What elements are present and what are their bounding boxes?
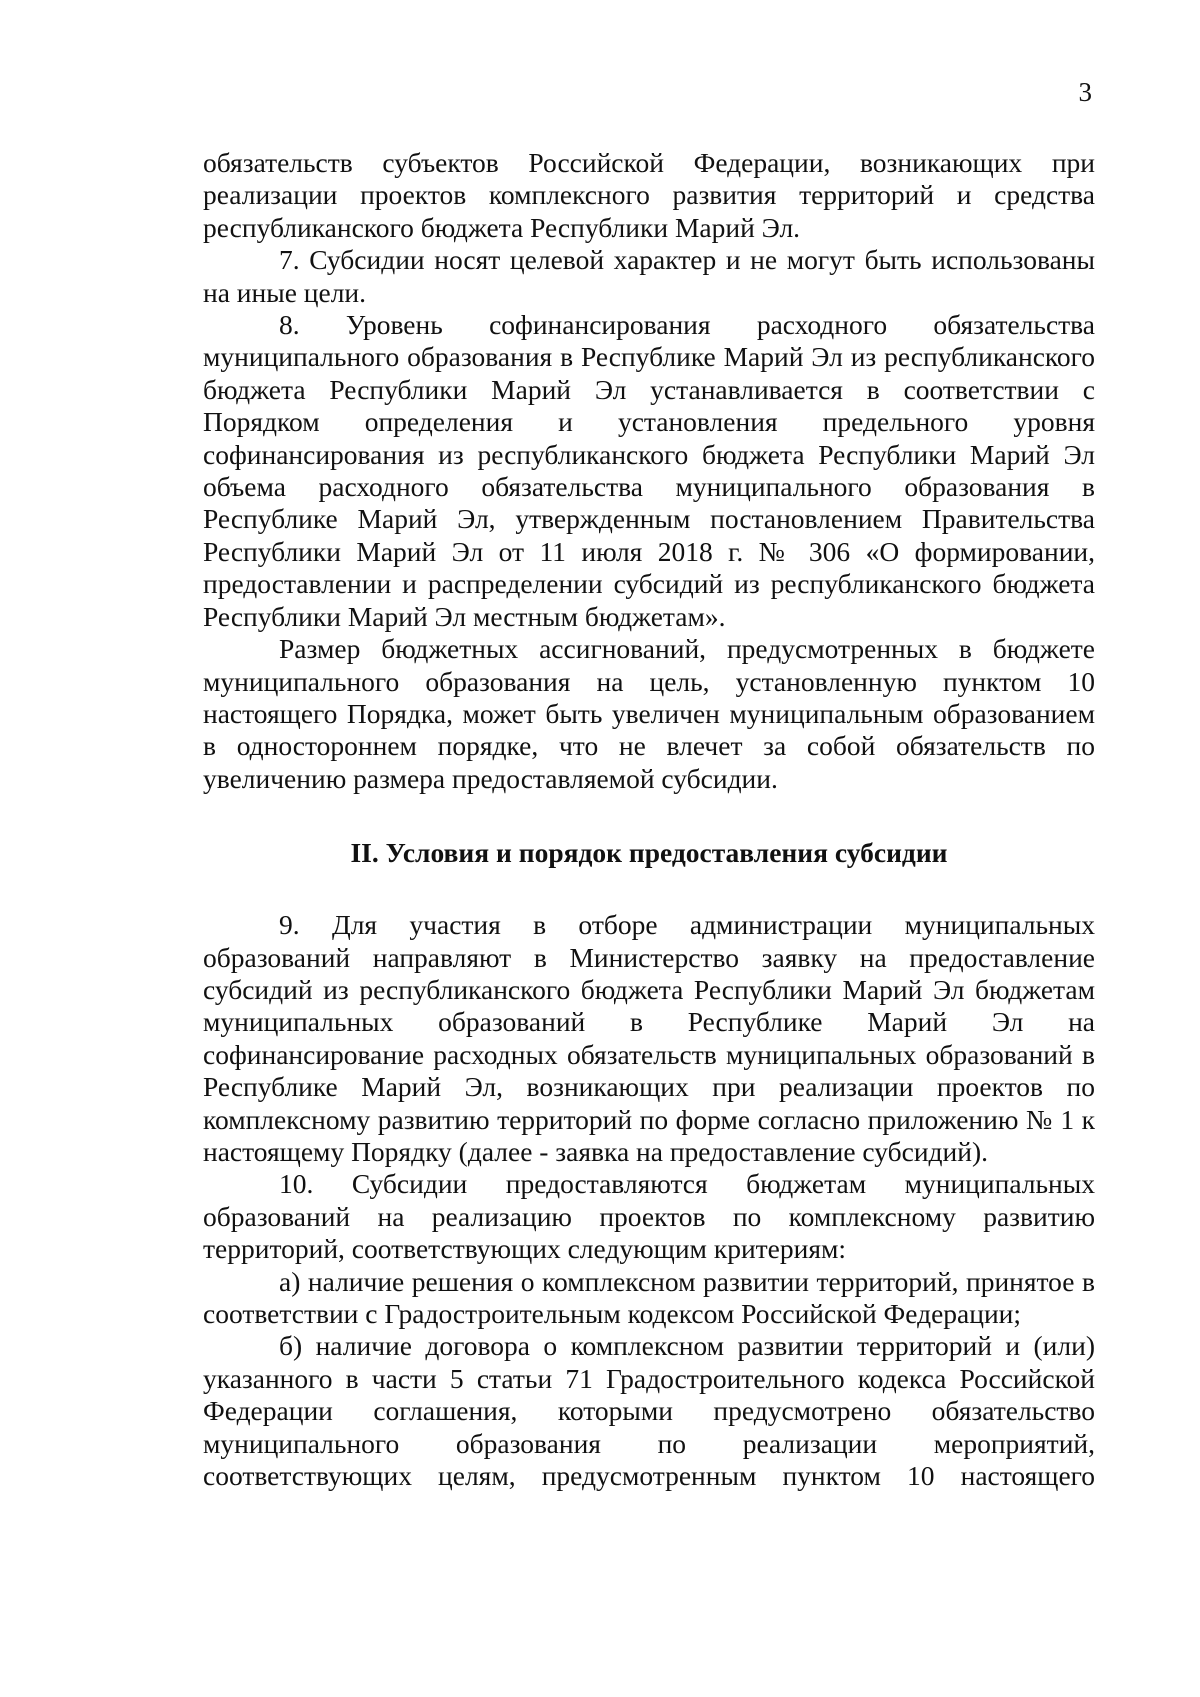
section-heading: II. Условия и порядок предоставления субсидии [350, 837, 948, 869]
page-number: 3 [1078, 77, 1092, 107]
paragraph-continuation: обязательств субъектов Российской Федерации, возникающих при реализации проектов комплексного развития территорий и средства республиканского бюджета Республики Марий Эл. [203, 147, 1095, 243]
paragraph-item-7: 7. Субсидии носят целевой характер и не могут быть использованы на иные цели. [203, 244, 1095, 308]
paragraph-budget-allocations: Размер бюджетных ассигнований, предусмотренных в бюджете муниципального образования на цель, установленную пунктом 10 настоящего Порядка, может быть увеличен муниципальным образованием в одностороннем порядке, что не влечет за собой обязательств по увеличению размера предоставляемой субсидии. [203, 633, 1095, 794]
paragraph-criterion-b: б) наличие договора о комплексном развитии территорий и (или) указанного в части 5 статьи 71 Градостроительного кодекса Российской Федерации соглашения, которыми предусмотрено обязательство муниципального образования по реализации мероприятий, соответствующих целям, предусмотренным пунктом 10 настоящего [203, 1330, 1095, 1492]
document-body [203, 147, 1095, 1492]
paragraph-criterion-a: а) наличие решения о комплексном развитии территорий, принятое в соответствии с Градостроительным кодексом Российской Федерации; [203, 1265, 1095, 1329]
paragraph-item-9: 9. Для участия в отборе администрации муниципальных образований направляют в Министерство заявку на предоставление субсидий из республиканского бюджета Республики Марий Эл бюджетам муниципальных образований в Республике Марий Эл на софинансирование расходных обязательств муниципальных образований в Республике Марий Эл, возникающих при реализации проектов по комплексному развитию территорий по форме согласно приложению № 1 к настоящему Порядку (далее - заявка на предоставление субсидий). [203, 909, 1095, 1167]
paragraph-item-10: 10. Субсидии предоставляются бюджетам муниципальных образований на реализацию проектов по комплексному развитию территорий, соответствующих следующим критериям: [203, 1168, 1095, 1265]
paragraph-item-8: 8. Уровень софинансирования расходного обязательства муниципального образования в Республике Марий Эл из республиканского бюджета Республики Марий Эл устанавливается в соответствии с Порядком определения и установления предельного уровня софинансирования из республиканского бюджета Республики Марий Эл объема расходного обязательства муниципального образования в Республике Марий Эл, утвержденным постановлением Правительства Республики Марий Эл от 11 июля 2018 г. № 306 «О формировании, предоставлении и распределении субсидий из республиканского бюджета Республики Марий Эл местным бюджетам». [203, 309, 1095, 632]
